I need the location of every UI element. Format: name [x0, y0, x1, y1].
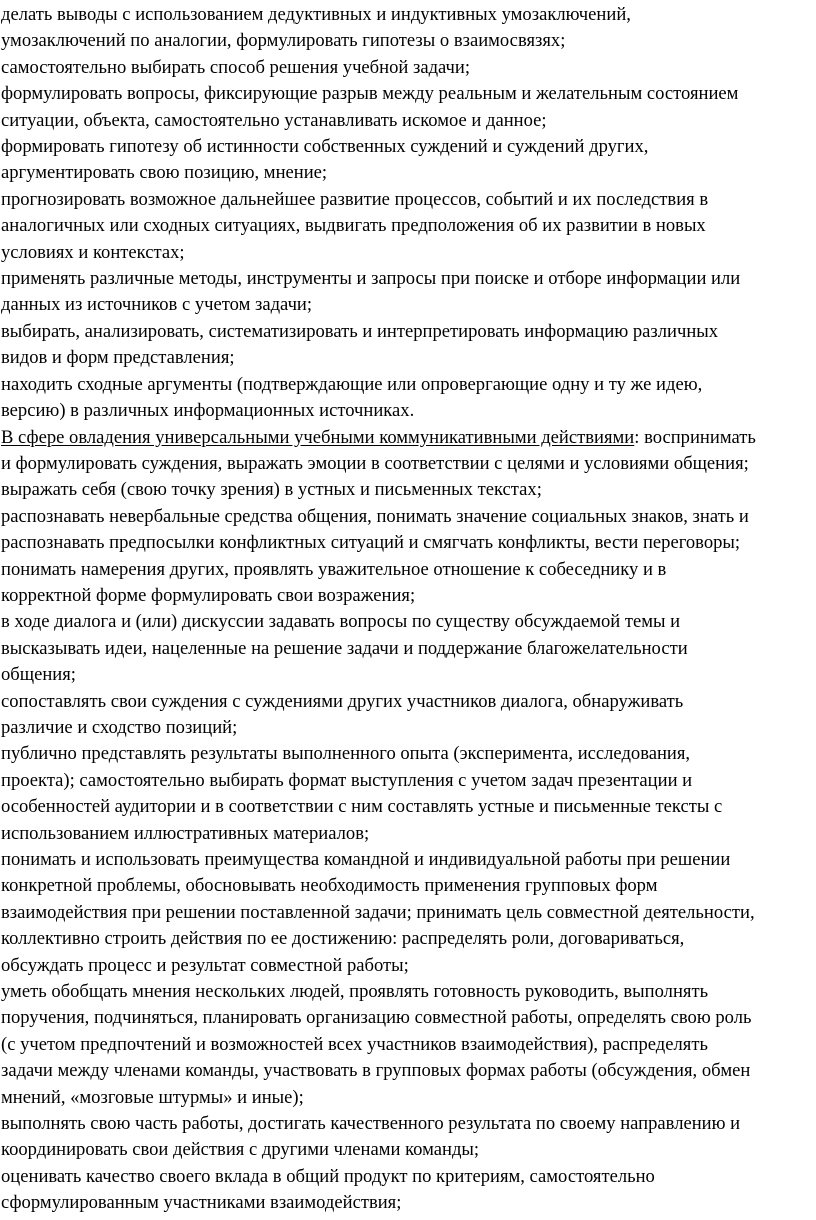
text-line: общения; [1, 664, 76, 686]
text-line: в ходе диалога и (или) дискуссии задавать вопросы по существу обсуждаемой темы и [1, 611, 681, 633]
text-line: и формулировать суждения, выражать эмоции в соответствии с целями и условиями общения; [1, 452, 749, 474]
text-line: проекта); самостоятельно выбирать формат выступления с учетом задач презентации и [1, 769, 693, 791]
text-line: задачи между членами команды, участвовать в групповых формах работы (обсуждения, обмен [1, 1060, 751, 1082]
text-line: конкретной проблемы, обосновывать необходимость применения групповых форм [1, 875, 658, 897]
text-line: формировать гипотезу об истинности собственных суждений и суждений других, [1, 136, 649, 158]
section-heading: В сфере овладения универсальными учебными коммуникативными действиями [1, 426, 635, 448]
text-line: использованием иллюстративных материалов; [1, 822, 370, 844]
text-line: различие и сходство позиций; [1, 716, 238, 738]
text-line: публично представлять результаты выполненного опыта (эксперимента, исследования, [1, 743, 691, 765]
text-line: данных из источников с учетом задачи; [1, 294, 313, 316]
section-heading-tail: : воспринимать [634, 426, 756, 448]
text-line: применять различные методы, инструменты и запросы при поиске и отборе информации или [1, 268, 741, 290]
text-line: особенностей аудитории и в соответствии с ним составлять устные и письменные тексты с [1, 796, 723, 818]
text-line: выражать себя (свою точку зрения) в устных и письменных текстах; [1, 479, 542, 501]
text-line: версию) в различных информационных источниках. [1, 400, 415, 422]
text-line: корректной форме формулировать свои возражения; [1, 584, 416, 606]
text-line: сформулированным участниками взаимодействия; [1, 1192, 402, 1214]
text-line: выбирать, анализировать, систематизировать и интерпретировать информацию различных [1, 320, 719, 342]
text-line: координировать свои действия с другими членами команды; [1, 1139, 480, 1161]
text-line: аналогичных или сходных ситуациях, выдвигать предположения об их развитии в новых [1, 215, 706, 237]
text-line: ситуации, объекта, самостоятельно устанавливать искомое и данное; [1, 109, 547, 131]
text-line: поручения, подчиняться, планировать организацию совместной работы, определять свою роль [1, 1007, 752, 1029]
text-line: делать выводы с использованием дедуктивных и индуктивных умозаключений, [1, 4, 631, 25]
text-line: понимать и использовать преимущества командной и индивидуальной работы при решении [1, 849, 731, 870]
section-heading-line [1, 425, 812, 451]
text-line: распознавать невербальные средства общения, понимать значение социальных знаков, знать и [1, 505, 749, 527]
text-line: высказывать идеи, нацеленные на решение задачи и поддержание благожелательности [1, 637, 688, 659]
text-line: условиях и контекстах; [1, 241, 185, 263]
text-line: уметь обобщать мнения нескольких людей, проявлять готовность руководить, выполнять [1, 981, 709, 1003]
text-line: взаимодействия при решении поставленной задачи; принимать цель совместной деятельности, [1, 901, 755, 923]
text-line: выполнять свою часть работы, достигать качественного результата по своему направлению и [1, 1113, 741, 1135]
text-line: формулировать вопросы, фиксирующие разрыв между реальным и желательным состоянием [1, 83, 739, 105]
text-line: понимать намерения других, проявлять уважительное отношение к собеседнику и в [1, 558, 667, 580]
text-line: прогнозировать возможное дальнейшее развитие процессов, событий и их последствия в [1, 188, 709, 210]
text-line: самостоятельно выбирать способ решения учебной задачи; [1, 56, 471, 78]
text-line: видов и форм представления; [1, 347, 235, 369]
text-line: находить сходные аргументы (подтверждающие или опровергающие одну и ту же идею, [1, 373, 703, 395]
text-line: распознавать предпосылки конфликтных ситуаций и смягчать конфликты, вести переговоры; [1, 532, 741, 554]
text-line: (с учетом предпочтений и возможностей всех участников взаимодействия), распределять [1, 1033, 708, 1055]
text-line: сопоставлять свои суждения с суждениями других участников диалога, обнаруживать [1, 690, 684, 712]
text-line: коллективно строить действия по ее достижению: распределять роли, договариваться, [1, 928, 685, 950]
text-line: умозаключений по аналогии, формулировать гипотезы о взаимосвязях; [1, 30, 566, 52]
text-line: обсуждать процесс и результат совместной работы; [1, 954, 409, 976]
text-line: аргументировать свою позицию, мнение; [1, 162, 328, 184]
text-line: оценивать качество своего вклада в общий продукт по критериям, самостоятельно [1, 1165, 655, 1187]
text-line: мнений, «мозговые штурмы» и иные); [1, 1086, 304, 1108]
